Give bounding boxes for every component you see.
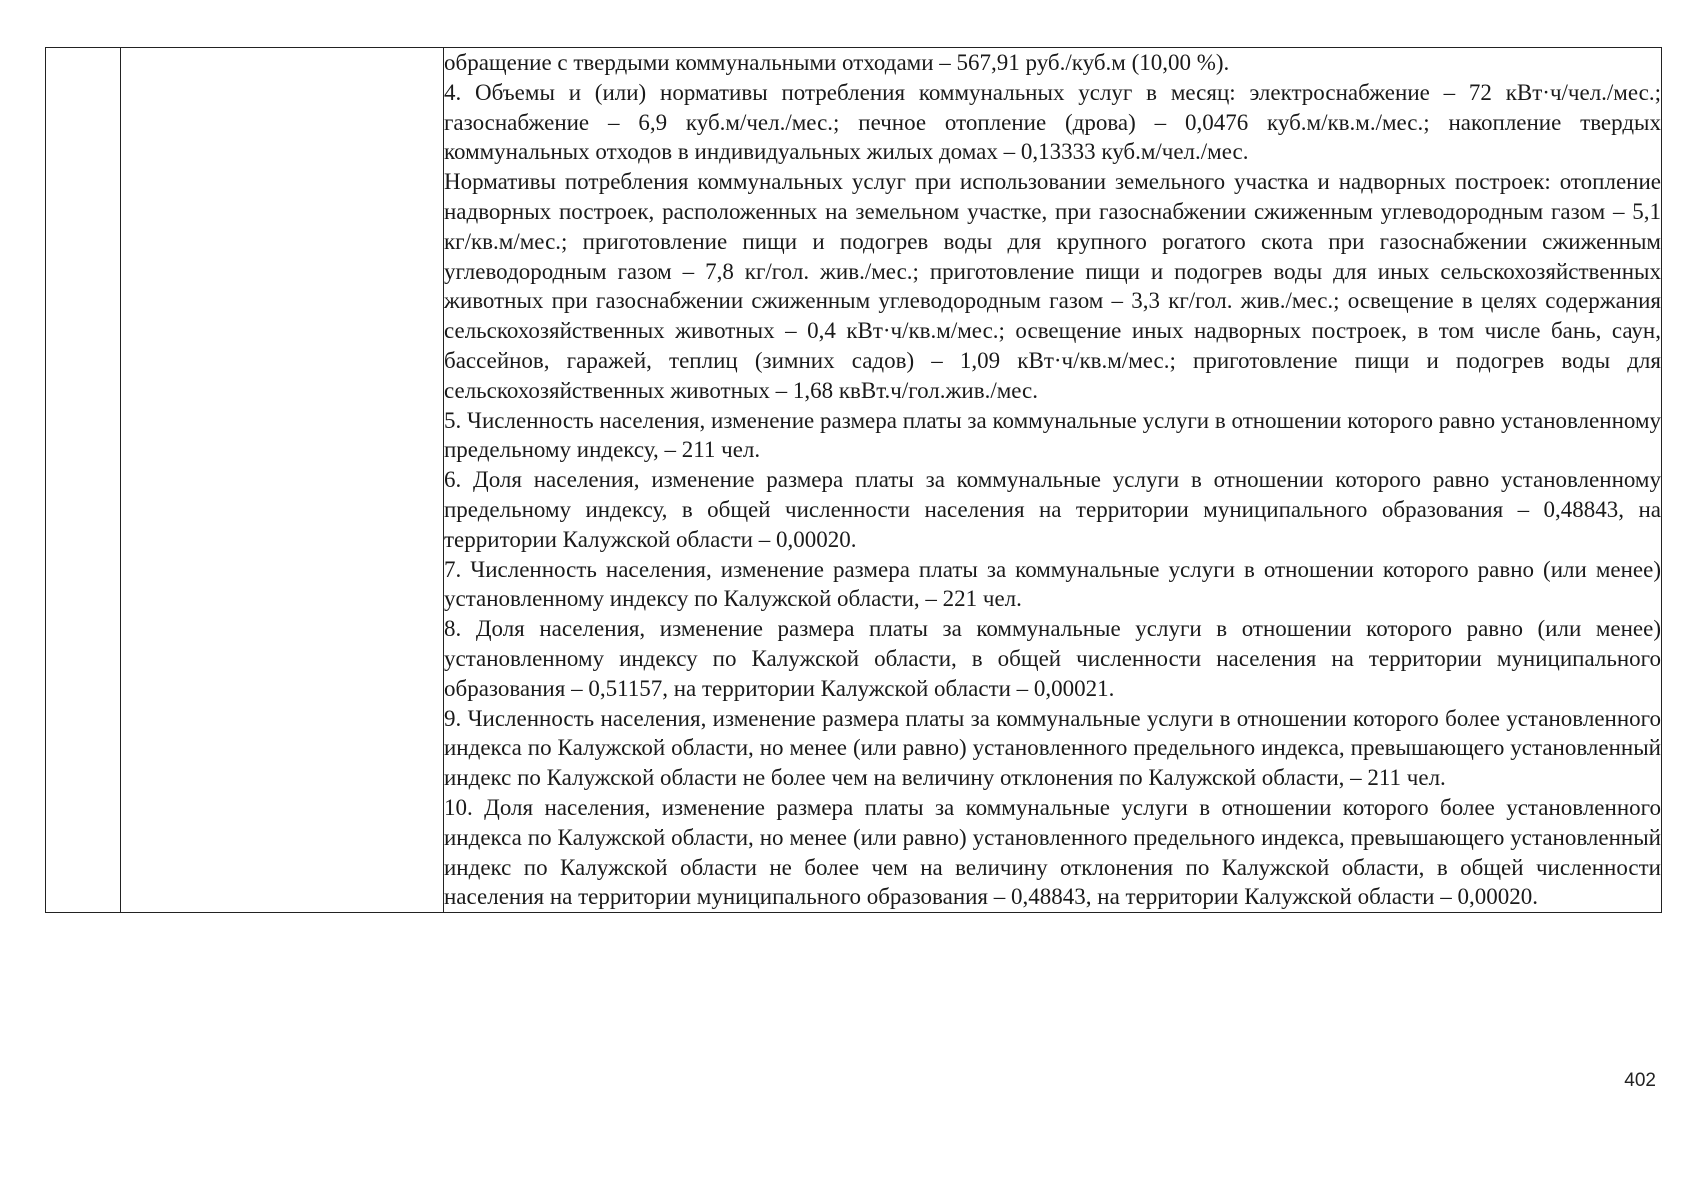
name-cell — [121, 48, 444, 913]
paragraph-item-4: 4. Объемы и (или) нормативы потребления коммунальных услуг в месяц: электроснабжение – 72 кВт·ч/чел./мес.; газоснабжение – 6,9 куб.м/чел./мес.; печное отопление (дрова) – 0,0476 куб.м/кв.м./мес.; накопление твердых коммунальных отходов в индивидуальных жилых домах – 0,13333 куб.м/чел./мес. — [444, 79, 1661, 165]
text-cell — [444, 48, 1662, 913]
paragraph-item-9: 9. Численность населения, изменение размера платы за коммунальные услуги в отношении которого более установленного индекса по Калужской области, но менее (или равно) установленного предельного индекса, превышающего установленный индекс по Калужской области не более чем на величину отклонения по Калужской области, – 211 чел. — [444, 705, 1661, 791]
paragraph-item-5: 5. Численность населения, изменение размера платы за коммунальные услуги в отношении которого равно установленному предельному индексу, – 211 чел. — [444, 407, 1661, 463]
number-cell — [46, 48, 121, 913]
paragraph-item-8: 8. Доля населения, изменение размера платы за коммунальные услуги в отношении которого равно (или менее) установленному индексу по Калужской области, в общей численности населения на территории муниципального образования – 0,51157, на территории Калужской области – 0,00021. — [444, 616, 1661, 701]
paragraph-item-7: 7. Численность населения, изменение размера платы за коммунальные услуги в отношении которого равно (или менее) установленному индексу по Калужской области, – 221 чел. — [444, 556, 1661, 612]
paragraph-item-10: 10. Доля населения, изменение размера платы за коммунальные услуги в отношении которого более установленного индекса по Калужской области, но менее (или равно) установленного предельного индекса, превышающего установленный индекс по Калужской области не более чем на величину отклонения по Калужской области, в общей численности населения на территории муниципального образования – 0,48843, на территории Калужской области – 0,00020. — [444, 794, 1661, 910]
content-table — [45, 47, 1662, 913]
table-row — [46, 48, 1662, 913]
page-number: 402 — [1624, 1070, 1656, 1091]
paragraph-continuation: обращение с твердыми коммунальными отходами – 567,91 руб./куб.м (10,00 %). — [444, 50, 1230, 75]
paragraph-item-6: 6. Доля населения, изменение размера платы за коммунальные услуги в отношении которого равно установленному предельному индексу, в общей численности населения на территории муниципального образования – 0,48843, на территории Калужской области – 0,00020. — [444, 467, 1661, 552]
paragraph-norms: Нормативы потребления коммунальных услуг при использовании земельного участка и надворных построек: отопление надворных построек, расположенных на земельном участке, при газоснабжении сжиженным углеводородным газом – 5,1 кг/кв.м/мес.; приготовление пищи и подогрев воды для крупного рогатого скота при газоснабжении сжиженным углеводородным газом – 7,8 кг/гол. жив./мес.; приготовление пищи и подогрев воды для иных сельскохозяйственных животных при газоснабжении сжиженным углеводородным газом – 3,3 кг/гол. жив./мес.; освещение в целях содержания сельскохозяйственных животных – 0,4 кВт·ч/кв.м/мес.; освещение иных надворных построек, в том числе бань, саун, бассейнов, гаражей, теплиц (зимних садов) – 1,09 кВт·ч/кв.м/мес.; приготовление пищи и подогрев воды для сельскохозяйственных животных – 1,68 квВт.ч/гол.жив./мес. — [444, 169, 1661, 403]
